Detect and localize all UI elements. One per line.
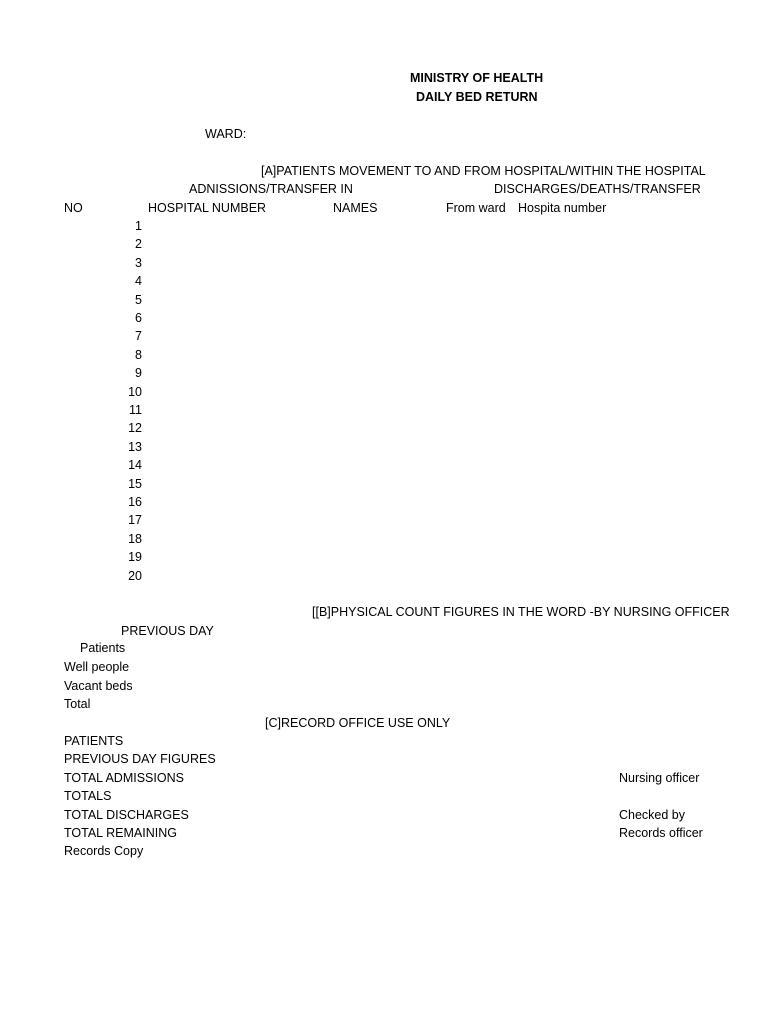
section-b-title: [[B]PHYSICAL COUNT FIGURES IN THE WORD -BY NURSING OFFICER [312,605,730,619]
row-number: 14 [128,458,142,473]
previous-day-label: PREVIOUS DAY [121,624,214,638]
total-admissions-label: TOTAL ADMISSIONS [64,771,184,785]
row-number: 11 [129,403,142,417]
row-number: 1 [135,219,142,233]
row-number: 9 [135,366,142,381]
previous-day-figures-label: PREVIOUS DAY FIGURES [64,752,216,766]
admissions-heading: ADNISSIONS/TRANSFER IN [189,182,353,196]
well-people-label: Well people [64,660,130,674]
row-number: 3 [135,255,142,270]
section-a-title: [A]PATIENTS MOVEMENT TO AND FROM HOSPITAL/WITHIN THE HOSPITAL [261,164,706,178]
row-number: 19 [128,550,142,565]
row-number: 10 [128,384,142,399]
vacant-beds-label: Vacant beds [64,679,133,693]
row-number: 16 [128,495,142,509]
total-remaining-label: TOTAL REMAINING [64,826,177,840]
ward-label: WARD: [205,127,247,141]
records-copy-label: Records Copy [64,844,144,858]
nursing-officer-label: Nursing officer [619,771,700,785]
row-number: 4 [135,274,142,289]
row-number: 7 [135,329,142,344]
discharges-heading: DISCHARGES/DEATHS/TRANSFER [494,182,701,196]
checked-by-label: Checked by [619,808,686,822]
row-number: 8 [135,347,142,362]
records-officer-label: Records officer [619,826,703,840]
column-names: NAMES [333,201,378,215]
row-number: 12 [128,421,142,436]
row-number: 18 [128,531,142,546]
totals-label: TOTALS [64,789,112,803]
form-title: DAILY BED RETURN [416,90,538,104]
column-no: NO [64,201,83,215]
total-label: Total [64,697,91,711]
section-c-title: [C]RECORD OFFICE USE ONLY [265,716,451,730]
total-discharges-label: TOTAL DISCHARGES [64,808,189,822]
row-number: 5 [135,292,142,307]
column-hospita-number: Hospita number [518,201,607,215]
column-from-ward: From ward [446,201,506,215]
column-hospital-number: HOSPITAL NUMBER [148,201,267,215]
row-number: 20 [128,568,142,583]
row-number: 2 [135,237,142,252]
ministry-title: MINISTRY OF HEALTH [410,71,544,85]
patients-heading: PATIENTS [64,734,124,748]
row-number: 13 [128,439,142,454]
patients-label: Patients [80,641,126,655]
row-number: 17 [128,513,142,528]
row-number: 15 [128,476,142,491]
row-number: 6 [135,311,142,325]
